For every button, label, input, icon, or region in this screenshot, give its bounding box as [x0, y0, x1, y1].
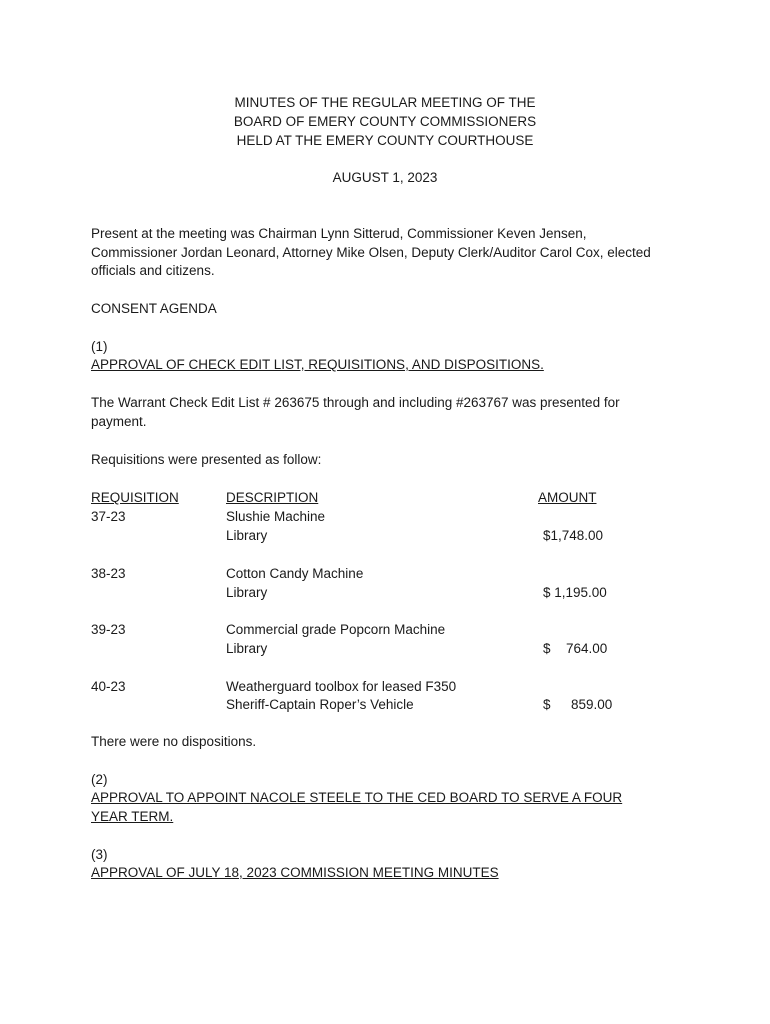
row-amount-symbol: $: [543, 697, 551, 712]
row-amount: $1,748.00: [543, 528, 604, 543]
consent-agenda-heading: CONSENT AGENDA: [91, 301, 217, 316]
row-description: Slushie Machine: [226, 509, 326, 524]
table-header-amount: AMOUNT: [538, 490, 597, 505]
row-requisition-number: 37-23: [91, 509, 126, 524]
row-department: Library: [226, 528, 268, 543]
row-description: Weatherguard toolbox for leased F350: [226, 679, 457, 694]
title-line-2: BOARD OF EMERY COUNTY COMMISSIONERS: [233, 114, 537, 129]
row-department: Library: [226, 641, 268, 656]
meeting-date: AUGUST 1, 2023: [332, 170, 438, 185]
warrant-line-2: payment.: [91, 413, 147, 429]
warrant-line-1: The Warrant Check Edit List # 263675 through and including #263767 was presented for: [91, 395, 620, 410]
row-amount-symbol: $: [543, 641, 551, 656]
item-1-number: (1): [91, 339, 108, 354]
item-3-heading: APPROVAL OF JULY 18, 2023 COMMISSION MEETING MINUTES: [91, 865, 499, 880]
item-2-heading-line-1: APPROVAL TO APPOINT NACOLE STEELE TO THE CED BOARD TO SERVE A FOUR: [91, 790, 623, 805]
row-requisition-number: 38-23: [91, 566, 126, 581]
row-description: Cotton Candy Machine: [226, 566, 364, 581]
row-requisition-number: 39-23: [91, 622, 126, 637]
document-title: [0, 93, 770, 150]
row-requisition-number: 40-23: [91, 679, 126, 694]
table-header-requisition: REQUISITION: [91, 490, 179, 505]
item-2-heading-line-2: YEAR TERM.: [91, 808, 174, 824]
row-department: Library: [226, 585, 268, 600]
row-amount-value: 859.00: [571, 697, 613, 712]
dispositions-statement: There were no dispositions.: [91, 734, 257, 749]
item-2-number: (2): [91, 772, 108, 787]
warrant-paragraph: [91, 394, 691, 431]
attendance-paragraph: [91, 225, 691, 281]
attendance-line-2: Commissioner Jordan Leonard, Attorney Mike Olsen, Deputy Clerk/Auditor Carol Cox, elected: [91, 244, 651, 260]
row-department: Sheriff-Captain Roper’s Vehicle: [226, 697, 414, 712]
title-line-1: MINUTES OF THE REGULAR MEETING OF THE: [234, 95, 536, 110]
title-line-3: HELD AT THE EMERY COUNTY COURTHOUSE: [236, 133, 534, 148]
requisitions-intro: Requisitions were presented as follow:: [91, 452, 322, 467]
item-1-heading: APPROVAL OF CHECK EDIT LIST, REQUISITIONS, AND DISPOSITIONS.: [91, 357, 544, 372]
item-3-number: (3): [91, 847, 108, 862]
attendance-line-3: officials and citizens.: [91, 263, 215, 279]
row-description: Commercial grade Popcorn Machine: [226, 622, 446, 637]
row-amount: $ 1,195.00: [543, 585, 607, 600]
item-2-heading: [91, 789, 691, 826]
table-header-description: DESCRIPTION: [226, 490, 319, 505]
row-amount-value: 764.00: [566, 641, 608, 656]
attendance-line-1: Present at the meeting was Chairman Lynn Sitterud, Commissioner Keven Jensen,: [91, 226, 587, 241]
